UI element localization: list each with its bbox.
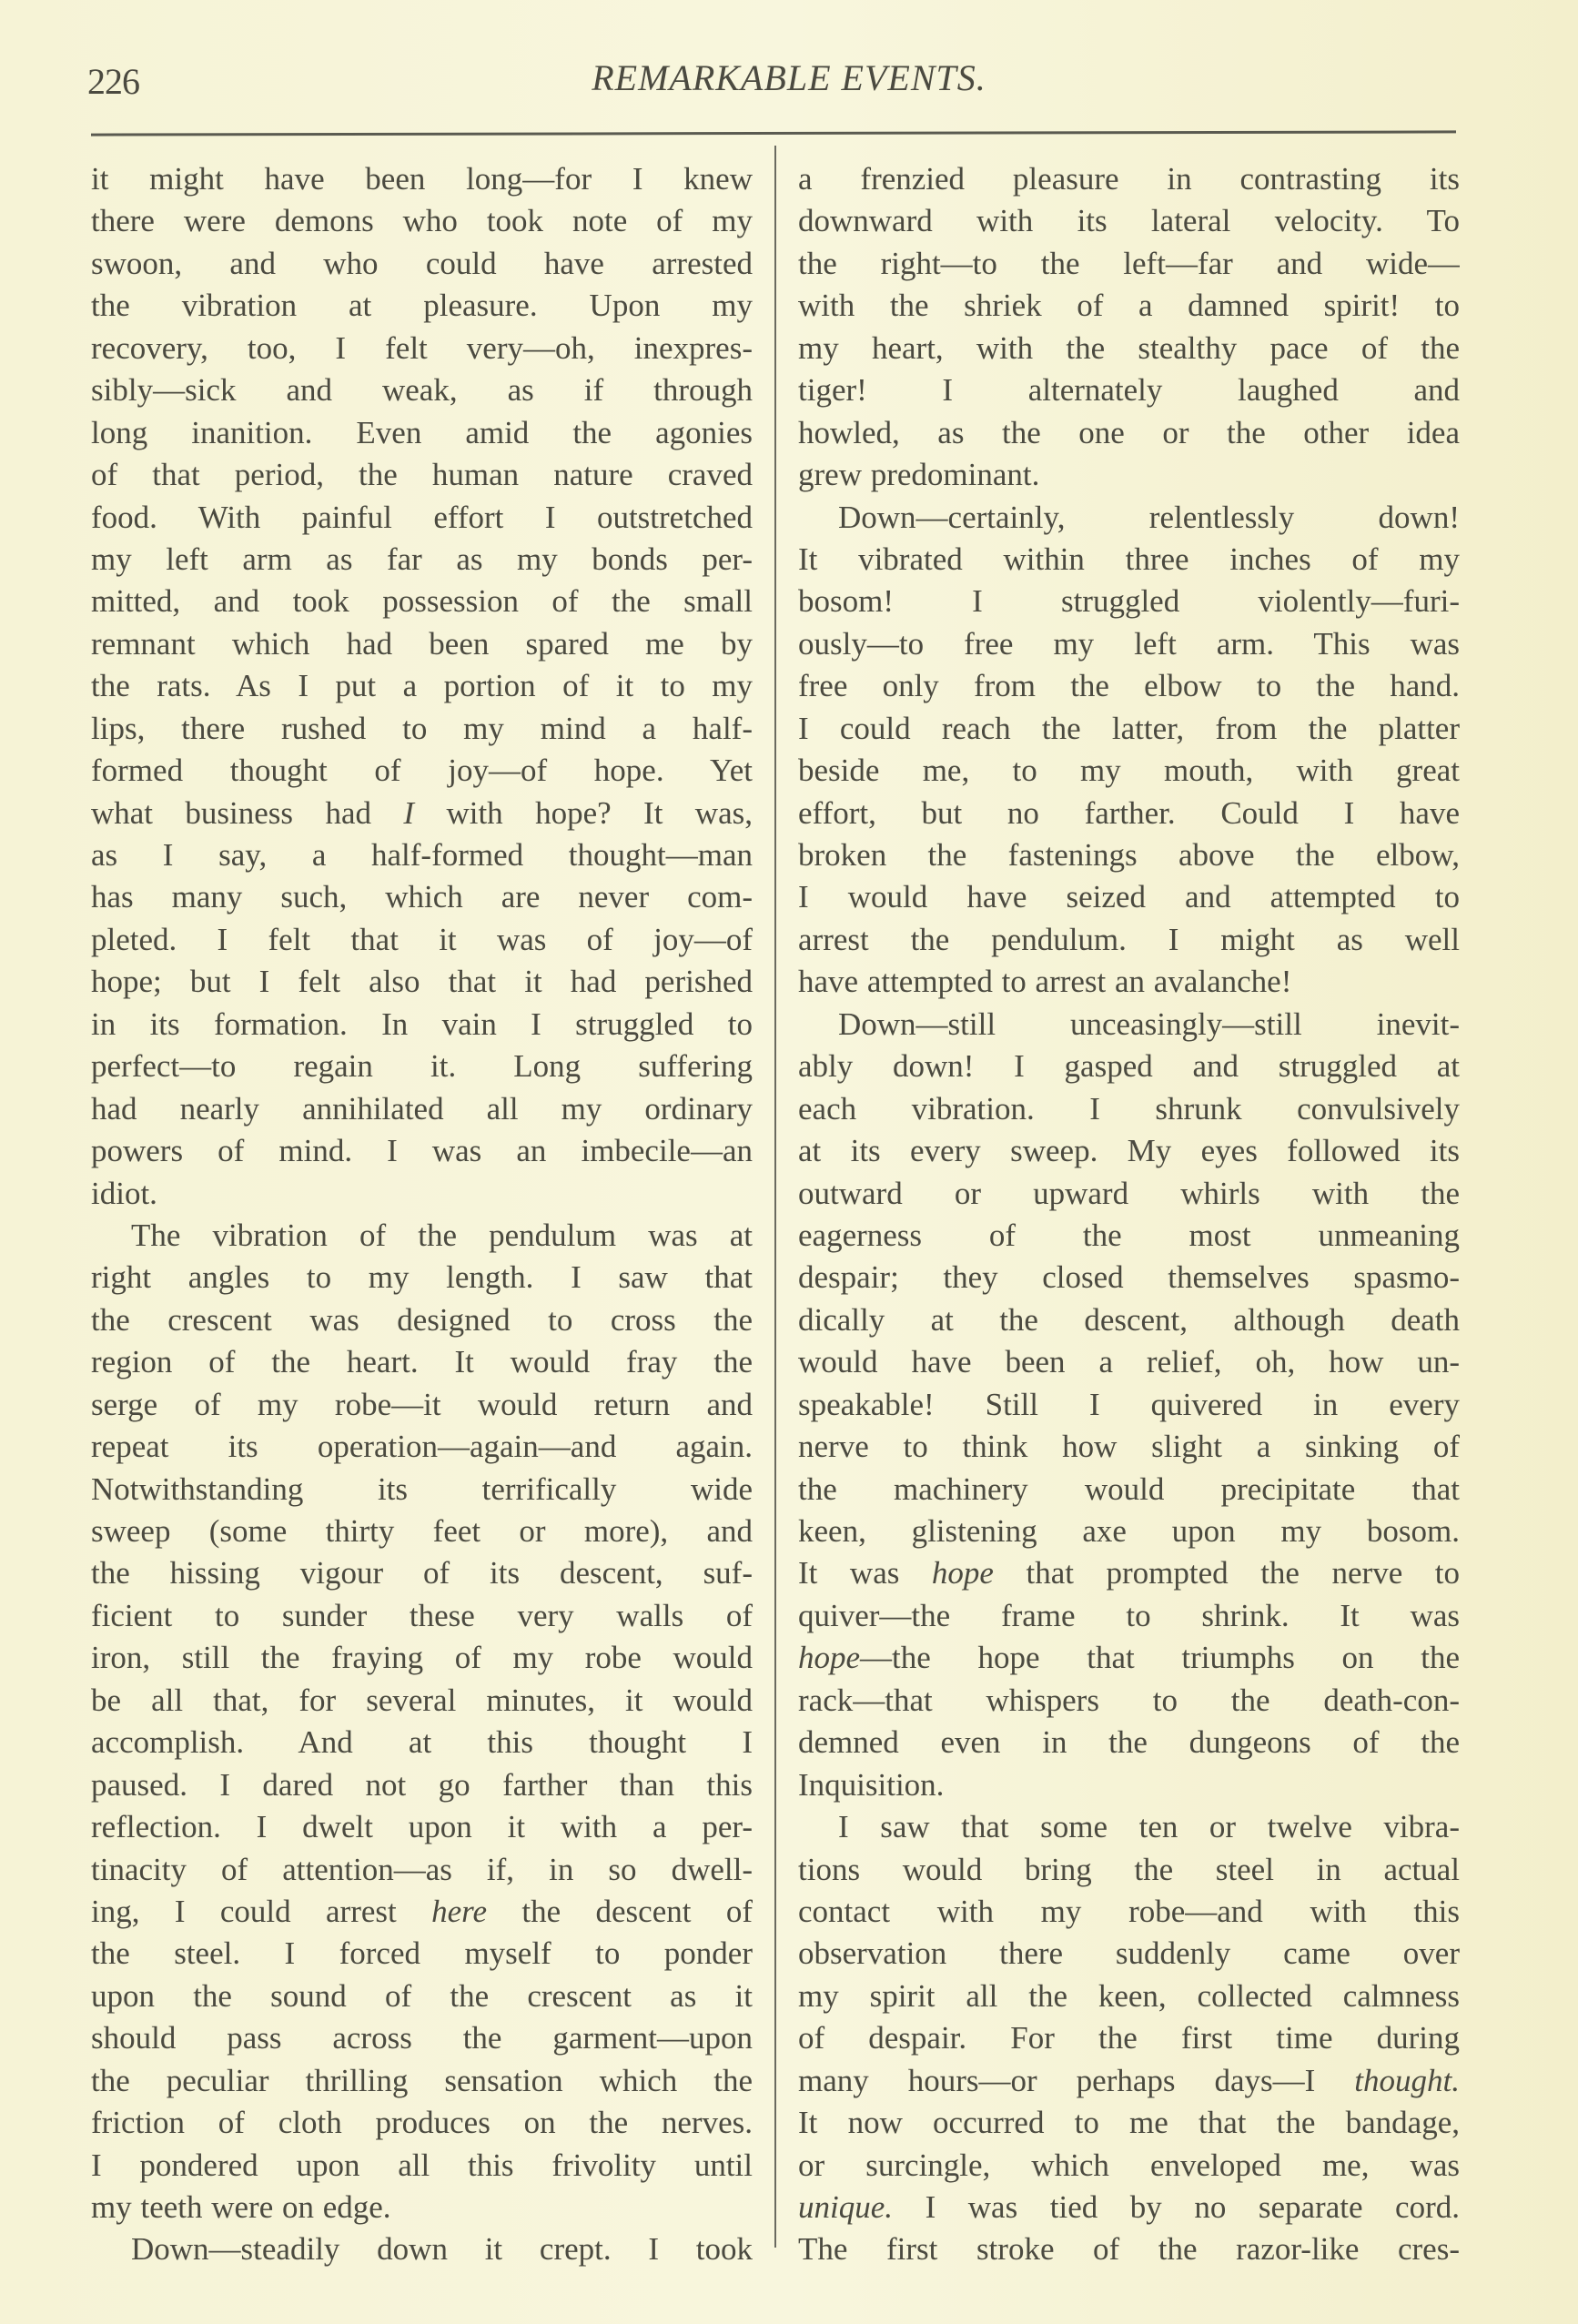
text-line (798, 2060, 1460, 2102)
text-segment: that prompted the nerve to (993, 1555, 1460, 1591)
text-line: the vibration at pleasure. Upon my (91, 288, 753, 324)
text-line (798, 2187, 1460, 2228)
text-line: free only from the elbow to the hand. (798, 668, 1460, 704)
text-line: upon the sound of the crescent as it (91, 1977, 753, 2014)
text-line: effort, but no farther. Could I have (798, 794, 1460, 831)
text-line: The vibration of the pendulum was at (131, 1217, 753, 1253)
text-line: Down—steadily down it crept. I took (131, 2231, 753, 2268)
text-line: of despair. For the first time during (798, 2020, 1460, 2056)
text-line: pleted. I felt that it was of joy—of (91, 921, 753, 957)
text-line: with the shriek of a damned spirit! to (798, 288, 1460, 324)
text-line: repeat its operation—again—and again. (91, 1429, 753, 1465)
text-line: Inquisition. (798, 1766, 945, 1803)
text-line: be all that, for several minutes, it would (91, 1682, 753, 1718)
text-segment: the descent of (487, 1893, 753, 1929)
running-title: REMARKABLE EVENTS. (592, 57, 986, 98)
text-line: Down—still unceasingly—still inevit- (838, 1005, 1460, 1042)
text-line: have attempted to arrest an avalanche! (798, 964, 1292, 1000)
text-line: bosom! I struggled violently—furi- (798, 583, 1460, 620)
text-line: there were demons who took note of my (91, 203, 753, 239)
text-line: right angles to my length. I saw that (91, 1259, 753, 1296)
text-line: I saw that some ten or twelve vibra- (838, 1809, 1460, 1845)
text-line: I could reach the latter, from the platter (798, 710, 1460, 746)
text-line: I would have seized and attempted to (798, 879, 1460, 915)
text-line: the right—to the left—far and wide— (798, 245, 1460, 281)
text-line (798, 1637, 1460, 1679)
text-line: grew predominant. (798, 457, 1040, 493)
right-column (798, 158, 1460, 2271)
column-divider (774, 146, 776, 2248)
text-line: friction of cloth produces on the nerves. (91, 2105, 753, 2141)
text-line: of that period, the human nature craved (91, 457, 753, 493)
text-line: perfect—to regain it. Long suffering (91, 1048, 753, 1085)
text-line: idiot. (91, 1175, 157, 1211)
text-line: despair; they closed themselves spasmo- (798, 1259, 1460, 1296)
text-line: recovery, too, I felt very—oh, inexpres- (91, 329, 753, 366)
text-line: or surcingle, which enveloped me, was (798, 2147, 1460, 2183)
header-rule (91, 130, 1456, 136)
text-line: the steel. I forced myself to ponder (91, 1935, 753, 1972)
text-line: the rats. As I put a portion of it to my (91, 668, 753, 704)
text-segment: with hope? It was, (414, 794, 753, 831)
text-line: my teeth were on edge. (91, 2189, 391, 2225)
text-line: dically at the descent, although death (798, 1301, 1460, 1338)
text-line: tinacity of attention—as if, in so dwell- (91, 1851, 753, 1887)
text-line: the machinery would precipitate that (798, 1470, 1460, 1507)
text-line: accomplish. And at this thought I (91, 1724, 753, 1761)
text-line: food. With painful effort I outstretched (91, 499, 753, 535)
text-line: sibly—sick and weak, as if through (91, 372, 753, 409)
text-line: formed thought of joy—of hope. Yet (91, 753, 753, 789)
text-line: in its formation. In vain I struggled to (91, 1005, 753, 1042)
text-line: the hissing vigour of its descent, suf- (91, 1555, 753, 1591)
text-line: Down—certainly, relentlessly down! (838, 499, 1460, 535)
text-line: mitted, and took possession of the small (91, 583, 753, 620)
text-line: at its every sweep. My eyes followed its (798, 1133, 1460, 1169)
text-segment: —the hope that triumphs on the (860, 1640, 1460, 1676)
text-line: ficient to sunder these very walls of (91, 1597, 753, 1633)
italic-text: here (431, 1893, 488, 1929)
text-line: a frenzied pleasure in contrasting its (798, 161, 1460, 197)
text-line: long inanition. Even amid the agonies (91, 414, 753, 450)
text-line (91, 793, 753, 834)
text-line: contact with my robe—and with this (798, 1893, 1460, 1929)
text-line: powers of mind. I was an imbecile—an (91, 1133, 753, 1169)
text-line: hope; but I felt also that it had perished (91, 964, 753, 1000)
text-line: has many such, which are never com- (91, 879, 753, 915)
text-line: lips, there rushed to my mind a half- (91, 710, 753, 746)
text-line: I pondered upon all this frivolity until (91, 2147, 753, 2183)
left-column (91, 158, 753, 2271)
text-segment: what business had (91, 794, 404, 831)
text-line: my spirit all the keen, collected calmness (798, 1977, 1460, 2014)
text-line: swoon, and who could have arrested (91, 245, 753, 281)
text-line: sweep (some thirty feet or more), and (91, 1513, 753, 1549)
text-line: serge of my robe—it would return and (91, 1386, 753, 1422)
text-line: howled, as the one or the other idea (798, 414, 1460, 450)
text-line: demned even in the dungeons of the (798, 1724, 1460, 1761)
text-line: It vibrated within three inches of my (798, 541, 1460, 577)
text-line: remnant which had been spared me by (91, 625, 753, 662)
text-line: should pass across the garment—upon (91, 2020, 753, 2056)
italic-text: I (403, 794, 415, 831)
text-line: tiger! I alternately laughed and (798, 372, 1460, 409)
text-segment: It was (798, 1555, 932, 1591)
text-line: had nearly annihilated all my ordinary (91, 1090, 753, 1127)
text-line: downward with its lateral velocity. To (798, 203, 1460, 239)
text-line: iron, still the fraying of my robe would (91, 1640, 753, 1676)
text-segment: ing, I could arrest (91, 1893, 432, 1929)
italic-text: hope (798, 1640, 861, 1676)
text-line: arrest the pendulum. I might as well (798, 921, 1460, 957)
text-line: region of the heart. It would fray the (91, 1344, 753, 1380)
text-line: Notwithstanding its terrifically wide (91, 1470, 753, 1507)
text-line: outward or upward whirls with the (798, 1175, 1460, 1211)
text-line (91, 1891, 753, 1933)
text-line: my left arm as far as my bonds per- (91, 541, 753, 577)
text-line: speakable! Still I quivered in every (798, 1386, 1460, 1422)
text-line: ably down! I gasped and struggled at (798, 1048, 1460, 1085)
italic-text: thought. (1354, 2062, 1460, 2098)
italic-text: hope (931, 1555, 994, 1591)
text-segment: many hours—or perhaps days—I (798, 2062, 1355, 2098)
text-line: the peculiar thrilling sensation which the (91, 2062, 753, 2098)
text-line: rack—that whispers to the death-con- (798, 1682, 1460, 1718)
text-line (798, 1552, 1460, 1594)
text-line: quiver—the frame to shrink. It was (798, 1597, 1460, 1633)
text-line: keen, glistening axe upon my bosom. (798, 1513, 1460, 1549)
text-line: paused. I dared not go farther than this (91, 1766, 753, 1803)
text-segment: I was tied by no separate cord. (893, 2189, 1460, 2225)
text-line: it might have been long—for I knew (91, 161, 753, 197)
text-line: each vibration. I shrunk convulsively (798, 1090, 1460, 1127)
text-line: It now occurred to me that the bandage, (798, 2105, 1460, 2141)
text-line: beside me, to my mouth, with great (798, 753, 1460, 789)
italic-text: unique. (798, 2189, 894, 2225)
text-line: my heart, with the stealthy pace of the (798, 329, 1460, 366)
text-line: the crescent was designed to cross the (91, 1301, 753, 1338)
text-line: observation there suddenly came over (798, 1935, 1460, 1972)
text-line: broken the fastenings above the elbow, (798, 837, 1460, 873)
text-line: ously—to free my left arm. This was (798, 625, 1460, 662)
text-line: nerve to think how slight a sinking of (798, 1429, 1460, 1465)
text-line: would have been a relief, oh, how un- (798, 1344, 1460, 1380)
text-line: The first stroke of the razor-like cres- (798, 2231, 1460, 2268)
text-line: eagerness of the most unmeaning (798, 1217, 1460, 1253)
text-line: reflection. I dwelt upon it with a per- (91, 1809, 753, 1845)
page-number: 226 (87, 61, 139, 102)
text-line: as I say, a half-formed thought—man (91, 837, 753, 873)
text-line: tions would bring the steel in actual (798, 1851, 1460, 1887)
